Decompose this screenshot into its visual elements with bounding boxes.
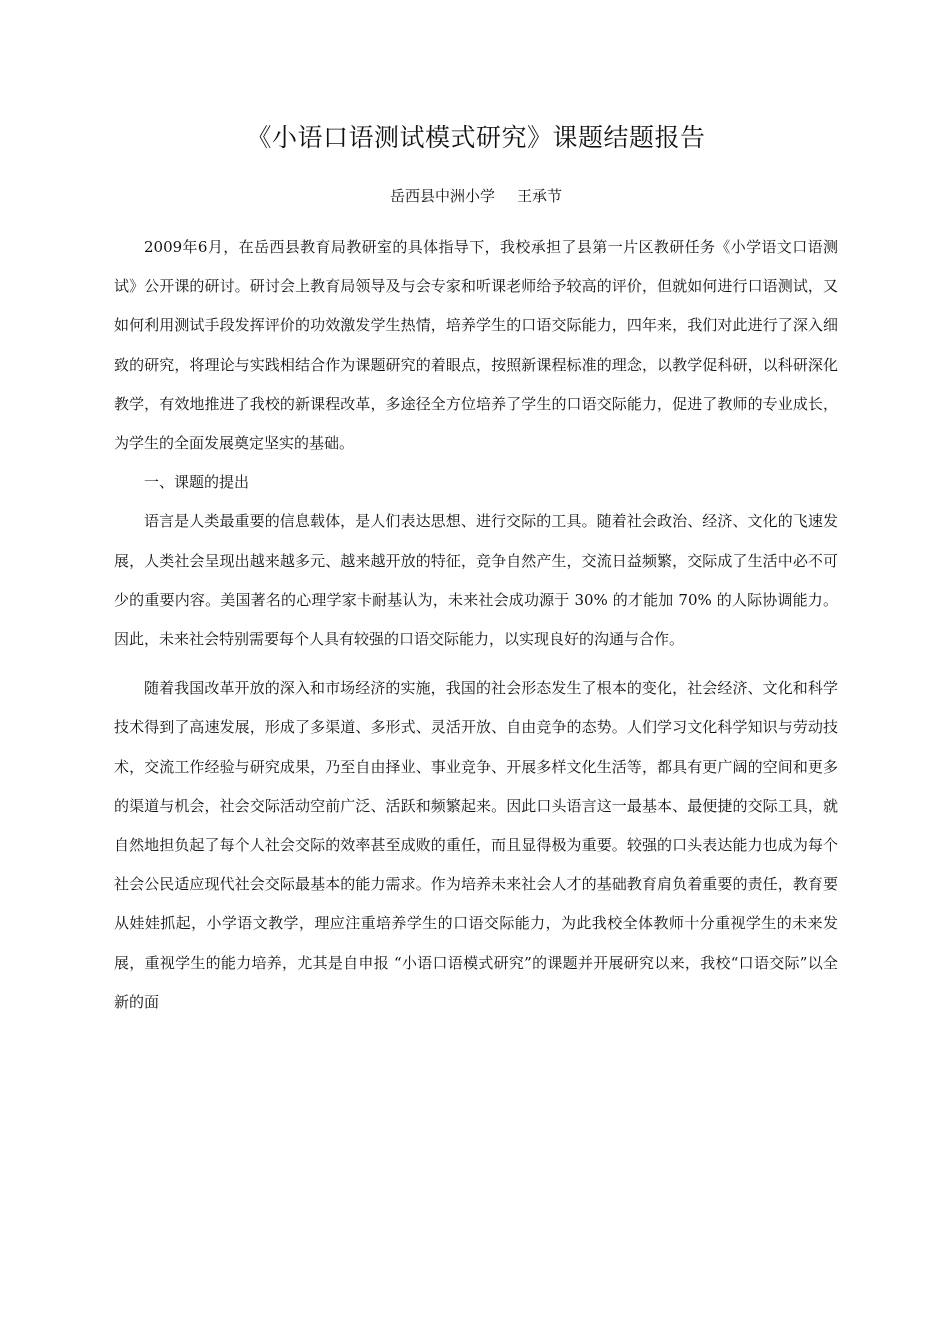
author-line bbox=[114, 183, 838, 209]
section-heading: 一、课题的提出 bbox=[144, 473, 250, 492]
body-text bbox=[114, 228, 838, 1022]
section-paragraph: 随着我国改革开放的深入和市场经济的实施，我国的社会形态发生了根本的变化，社会经济、文化和科学技术得到了高速发展，形成了多渠道、多形式、灵活开放、自由竞争的态势。人们学习文化科学知识与劳动技术，交流工作经验与研究成果，乃至自由择业、事业竞争、开展多样文化生活等，都具有更广阔的空间和更多的渠道与机会，社会交际活动空前广泛、活跃和频繁起来。因此口头语言这一最基本、最便捷的交际工具，就自然地担负起了每个人社会交际的效率甚至成败的重任，而且显得极为重要。较强的口头表达能力也成为每个社会公民适应现代社会交际最基本的能力需求。作为培养未来社会人才的基础教育肩负着重要的责任，教育要从娃娃抓起，小学语文教学，理应注重培养学生的口语交际能力，为此我校全体教师十分重视学生的未来发展，重视学生的能力培养，尤其是自申报 “小语口语模式研究”的课题并开展研究以来，我校“口语交际”以全新的面 bbox=[114, 679, 838, 1011]
author-school: 岳西县中洲小学 bbox=[389, 187, 495, 205]
page-title: 《小语口语测试模式研究》课题结题报告 bbox=[246, 123, 706, 152]
intro-paragraph: 2009年6月，在岳西县教育局教研室的具体指导下，我校承担了县第一片区教研任务《小学语文口语测试》公开课的研讨。研讨会上教育局领导及与会专家和听课老师给予较高的评价，但就如何进行口语测试，又如何利用测试手段发挥评价的功效激发学生热情，培养学生的口语交际能力，四年来，我们对此进行了深入细致的研究，将理论与实践相结合作为课题研究的着眼点，按照新课程标准的理念，以教学促科研，以科研深化教学，有效地推进了我校的新课程改革，多途径全方位培养了学生的口语交际能力，促进了教师的专业成长，为学生的全面发展奠定坚实的基础。 bbox=[114, 238, 838, 453]
author-name: 王承节 bbox=[517, 187, 563, 205]
section-paragraph: 语言是人类最重要的信息载体，是人们表达思想、进行交际的工具。随着社会政治、经济、文化的飞速发展，人类社会呈现出越来越多元、越来越开放的特征，竞争自然产生，交流日益频繁，交际成了生活中必不可少的重要内容。美国著名的心理学家卡耐基认为，未来社会成功源于 30% 的才能加 70% 的人际协调能力。因此，未来社会特别需要每个人具有较强的口语交际能力，以实现良好的沟通与合作。 bbox=[114, 512, 838, 649]
